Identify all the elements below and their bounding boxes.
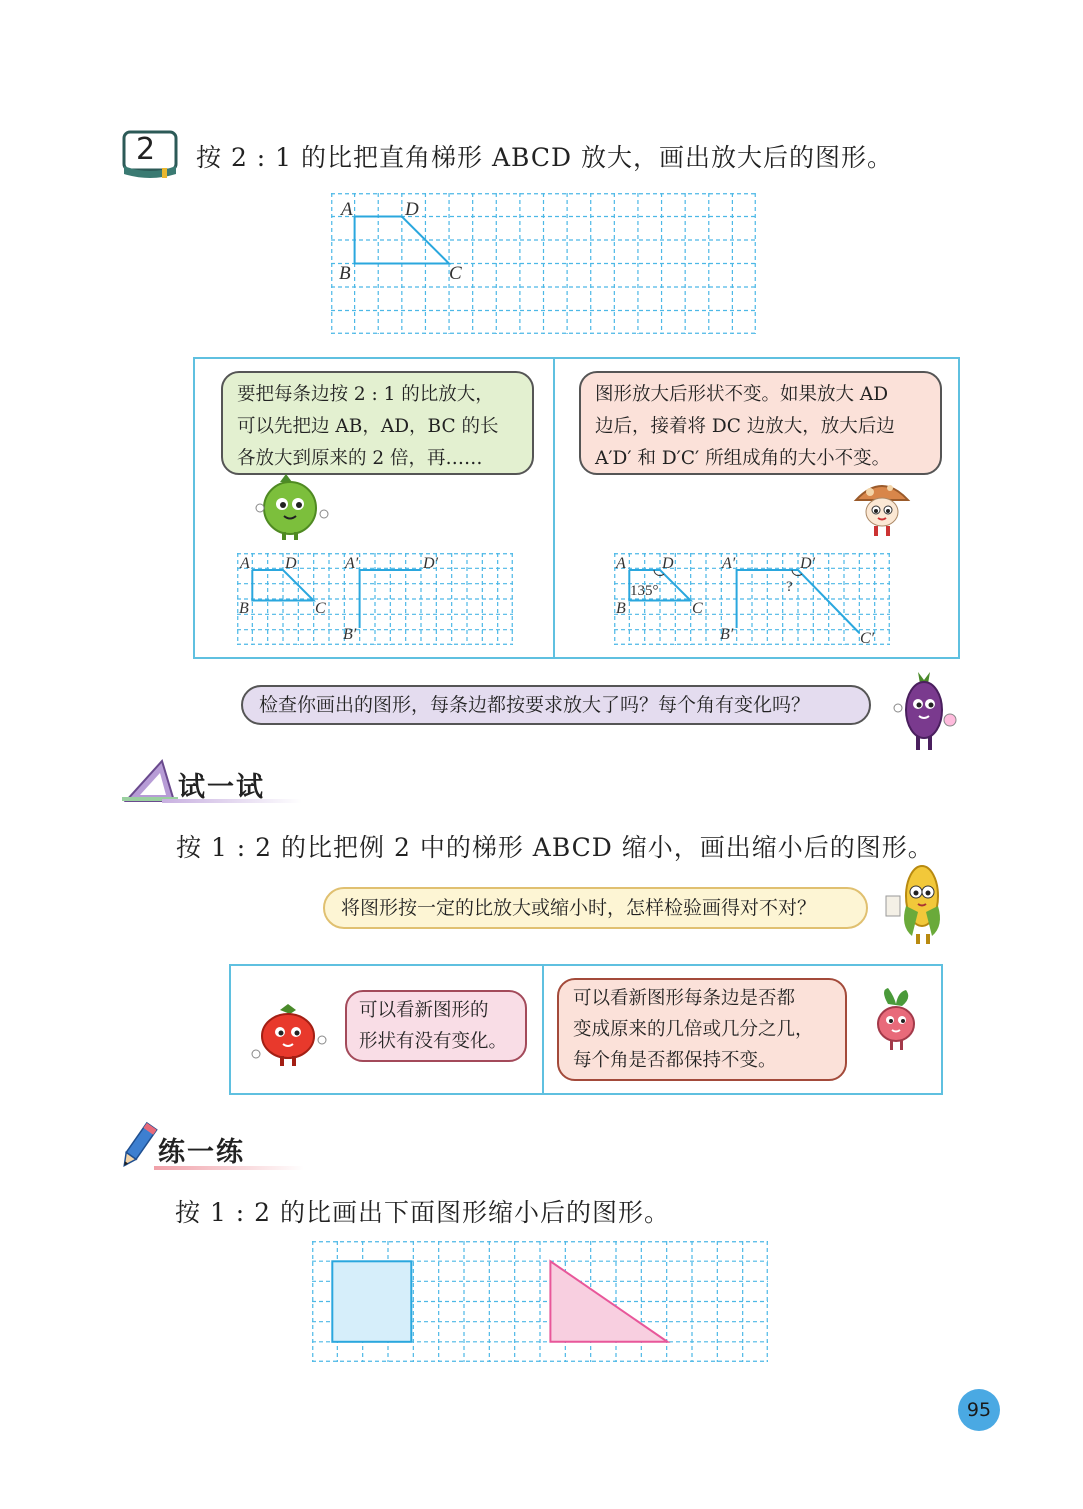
practice-section-header [118,1120,308,1172]
label-D: D [405,199,419,220]
svg-text:A: A [616,555,626,572]
right-bubble-line1: 图形放大后形状不变。如果放大 AD [595,384,889,405]
answer-left-bubble [345,990,527,1062]
check-prompt-text: 检查你画出的图形，每条边都按要求放大了吗？每个角有变化吗？ [259,694,811,716]
left-bubble-line2: 可以先把边 AB，AD，BC 的长 [237,416,499,437]
label-A: A [341,199,353,220]
right-enlarge-grid [614,553,890,645]
left-bubble-line1: 要把每条边按 2 : 1 的比放大， [237,384,494,405]
eggplant-mascot-icon [888,670,960,754]
answer-left-line1: 可以看新图形的 [359,1000,489,1021]
svg-text:D: D [285,555,297,572]
try-question-bubble [323,887,868,929]
practice-instruction: 按 1 : 2 的比画出下面图形缩小后的图形。 [175,1198,671,1227]
angle-label: 135° [630,583,659,599]
mushroom-mascot-icon [852,478,912,540]
svg-text:B′: B′ [720,626,734,643]
unknown-angle-label: ? [786,579,793,595]
svg-text:A: A [240,555,250,572]
svg-text:A′: A′ [722,555,736,572]
answer-right-line1: 可以看新图形每条边是否都 [573,988,796,1009]
practice-grid [312,1241,768,1362]
pepper-mascot-icon [254,474,334,542]
corn-mascot-icon [882,856,960,946]
radish-mascot-icon [866,986,926,1056]
example-grid [331,193,756,334]
svg-text:B: B [616,600,626,617]
try-section-title: 试一试 [178,772,265,803]
panel-divider [553,357,555,659]
left-bubble-line3: 各放大到原来的 2 倍，再…… [237,448,483,469]
example-number: 2 [136,132,156,167]
answer-right-line3: 每个角是否都保持不变。 [573,1050,777,1071]
answer-panel-divider [542,964,544,1095]
triangle-ruler-icon [122,757,178,805]
example-number-badge [122,130,180,178]
try-section-header [122,757,302,805]
svg-text:A′: A′ [345,555,359,572]
svg-text:B: B [239,600,249,617]
svg-text:C: C [692,600,703,617]
svg-text:B′: B′ [343,626,357,643]
svg-text:D′: D′ [423,555,439,572]
page-number: 95 [958,1389,1000,1431]
square-shape [332,1261,411,1342]
answer-right-line2: 变成原来的几倍或几分之几， [573,1019,814,1040]
right-bubble-line3: A′D′ 和 D′C′ 所组成角的大小不变。 [595,448,891,469]
answer-left-line2: 形状有没有变化。 [359,1031,508,1052]
try-question-text: 将图形按一定的比放大或缩小时，怎样检验画得对不对？ [341,897,817,919]
svg-text:C′: C′ [860,630,875,645]
pencil-icon [118,1120,158,1172]
right-speech-bubble [579,371,942,475]
label-B: B [339,263,351,284]
svg-text:D′: D′ [800,555,816,572]
left-enlarge-grid [237,553,513,645]
check-prompt-bubble [241,685,871,725]
example-instruction: 按 2 : 1 的比把直角梯形 ABCD 放大，画出放大后的图形。 [196,143,893,172]
svg-text:D: D [662,555,674,572]
try-instruction: 按 1 : 2 的比把例 2 中的梯形 ABCD 缩小，画出缩小后的图形。 [176,833,934,862]
right-bubble-line2: 边后，接着将 DC 边放大，放大后边 [595,416,895,437]
svg-text:C: C [315,600,326,617]
left-speech-bubble [221,371,534,475]
label-C: C [449,263,462,284]
answer-right-bubble [557,978,847,1081]
tomato-mascot-icon [250,1002,330,1068]
practice-section-title: 练一练 [158,1137,245,1168]
